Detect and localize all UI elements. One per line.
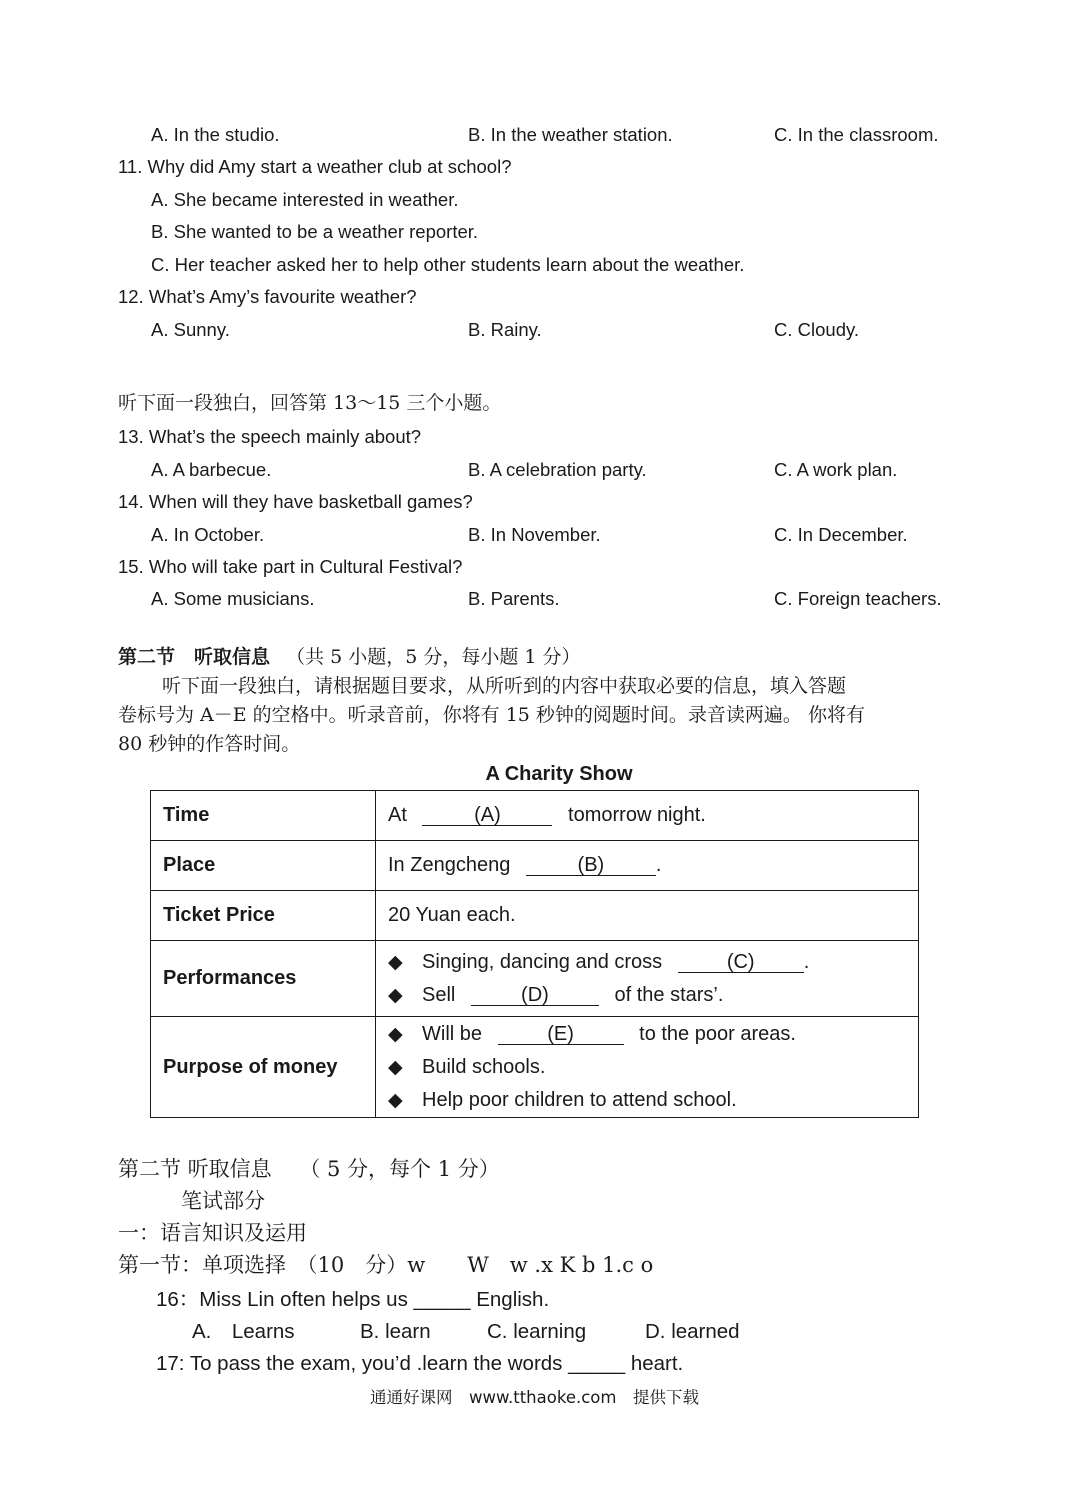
q12-option-a: A. Sunny.: [151, 319, 230, 340]
section2-instruction-2: 卷标号为 A－E 的空格中。听录音前，你将有 15 秒钟的阅题时间。录音读两遍。 你将有: [118, 704, 865, 726]
part-one-heading: 一：语言知识及运用: [118, 1221, 307, 1245]
section2-heading-line: [118, 646, 581, 668]
section2-points: （共 5 小题，5 分，每小题 1 分）: [286, 646, 581, 668]
performances-item-2: ◆ Sell (D) of the stars’.: [388, 979, 906, 1012]
section2-heading: 第二节 听取信息: [118, 646, 271, 668]
performances-item-1: ◆ Singing, dancing and cross (C) .: [388, 946, 906, 979]
row-label-price: Ticket Price: [151, 891, 376, 941]
q12-option-b: B. Rainy.: [468, 319, 542, 340]
table-row-time: [151, 791, 919, 841]
monologue-intro: 听下面一段独白，回答第 13～15 三个小题。: [118, 392, 502, 414]
table-title: A Charity Show: [485, 763, 633, 785]
blank-d[interactable]: (D): [471, 985, 599, 1006]
table-row-place: [151, 841, 919, 891]
row-value-place: [376, 841, 919, 891]
row-value-performances: [376, 941, 919, 1017]
q10-option-c: C. In the classroom.: [774, 124, 939, 145]
q16-option-d: D. learned: [645, 1320, 740, 1343]
q13-option-b: B. A celebration party.: [468, 459, 647, 480]
q15-stem: 15. Who will take part in Cultural Festival?: [118, 556, 463, 577]
row-label-place: Place: [151, 841, 376, 891]
q11-option-a: A. She became interested in weather.: [151, 189, 459, 210]
q14-option-b: B. In November.: [468, 524, 601, 545]
charity-show-table: [150, 790, 919, 1118]
section1-heading: 第一节：单项选择 （10 分）w W w .x K b 1.c o: [118, 1253, 654, 1277]
q13-option-c: C. A work plan.: [774, 459, 898, 480]
q17-stem: 17: To pass the exam, you’d .learn the words _____ heart.: [156, 1352, 684, 1375]
table-row-purpose: [151, 1017, 919, 1118]
time-post-text: tomorrow night.: [568, 804, 706, 826]
q11-option-c: C. Her teacher asked her to help other students learn about the weather.: [151, 254, 745, 275]
q14-option-c: C. In December.: [774, 524, 908, 545]
section2-repeat-heading: 第二节 听取信息 （ 5 分，每个 1 分）: [118, 1157, 500, 1181]
diamond-bullet-icon: ◆: [388, 984, 403, 1006]
diamond-bullet-icon: ◆: [388, 1089, 403, 1111]
q15-option-c: C. Foreign teachers.: [774, 588, 942, 609]
purpose-item-2: ◆ Build schools.: [388, 1051, 906, 1084]
q10-option-a: A. In the studio.: [151, 124, 280, 145]
q13-option-a: A. A barbecue.: [151, 459, 272, 480]
q14-option-a: A. In October.: [151, 524, 265, 545]
q13-stem: 13. What’s the speech mainly about?: [118, 426, 422, 447]
written-part-heading: 笔试部分: [181, 1189, 265, 1213]
row-label-time: Time: [151, 791, 376, 841]
table-row-performances: [151, 941, 919, 1017]
q15-option-a: A. Some musicians.: [151, 588, 315, 609]
time-pre-text: At: [388, 804, 407, 826]
page-footer: 通通好课网 www.tthaoke.com 提供下载: [370, 1388, 699, 1407]
blank-e[interactable]: (E): [498, 1024, 624, 1045]
section2-instruction-1: 听下面一段独白，请根据题目要求，从所听到的内容中获取必要的信息，填入答题: [162, 675, 847, 697]
q10-option-b: B. In the weather station.: [468, 124, 673, 145]
row-value-purpose: [376, 1017, 919, 1118]
row-label-performances: Performances: [151, 941, 376, 1017]
place-pre-text: In Zengcheng: [388, 854, 511, 876]
q16-option-b: B. learn: [360, 1320, 431, 1343]
q11-stem: 11. Why did Amy start a weather club at school?: [118, 156, 512, 177]
q14-stem: 14. When will they have basketball games?: [118, 491, 473, 512]
row-label-purpose: Purpose of money: [151, 1017, 376, 1118]
q16-option-c: C. learning: [487, 1320, 587, 1343]
row-value-price: 20 Yuan each.: [376, 891, 919, 941]
q15-option-b: B. Parents.: [468, 588, 560, 609]
q12-option-c: C. Cloudy.: [774, 319, 859, 340]
purpose-item-3: ◆ Help poor children to attend school.: [388, 1084, 906, 1117]
diamond-bullet-icon: ◆: [388, 1023, 403, 1045]
row-value-time: [376, 791, 919, 841]
q16-option-a: A. Learns: [192, 1320, 295, 1343]
blank-b[interactable]: (B): [526, 855, 656, 876]
diamond-bullet-icon: ◆: [388, 951, 403, 973]
purpose-item-1: ◆ Will be (E) to the poor areas.: [388, 1018, 906, 1051]
blank-a[interactable]: (A): [422, 805, 552, 826]
place-post-text: .: [655, 854, 662, 876]
q16-stem: 16：Miss Lin often helps us _____ English.: [156, 1288, 550, 1311]
q12-stem: 12. What’s Amy’s favourite weather?: [118, 286, 417, 307]
table-row-price: [151, 891, 919, 941]
diamond-bullet-icon: ◆: [388, 1056, 403, 1078]
blank-c[interactable]: (C): [678, 952, 804, 973]
q11-option-b: B. She wanted to be a weather reporter.: [151, 221, 479, 242]
section2-instruction-3: 80 秒钟的作答时间。: [118, 733, 301, 755]
